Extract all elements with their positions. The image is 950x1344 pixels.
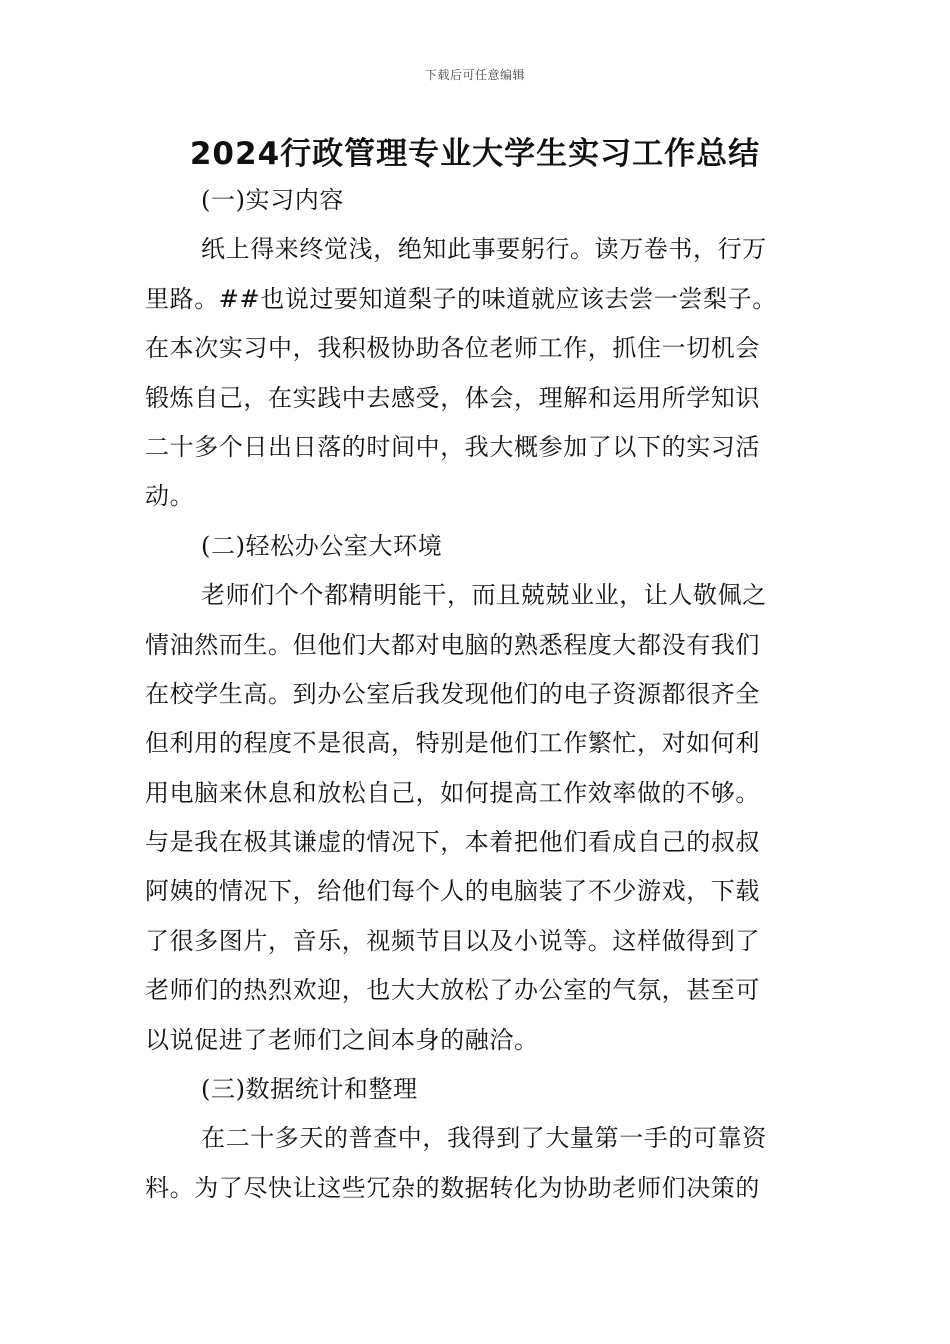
paragraph-line: 阿姨的情况下，给他们每个人的电脑装了不少游戏，下载 xyxy=(145,877,760,906)
paragraph-line: 二十多个日出日落的时间中，我大概参加了以下的实习活 xyxy=(145,432,760,461)
document-body xyxy=(145,176,807,1213)
paragraph-line: 用电脑来休息和放松自己，如何提高工作效率做的不够。 xyxy=(145,778,760,807)
paragraph-line: 动。 xyxy=(145,482,195,511)
header-note: 下载后可任意编辑 xyxy=(424,68,525,82)
paragraph-line: 老师们的热烈欢迎，也大大放松了办公室的气氛，甚至可 xyxy=(145,976,760,1005)
paragraph-line: 里路。##也说过要知道梨子的味道就应该去尝一尝梨子。 xyxy=(145,284,777,313)
paragraph-line: 情油然而生。但他们大都对电脑的熟悉程度大都没有我们 xyxy=(145,630,760,659)
section-heading-2: (二)轻松办公室大环境 xyxy=(201,531,443,560)
paragraph-line: 以说促进了老师们之间本身的融洽。 xyxy=(145,1025,539,1054)
paragraph-line: 料。为了尽快让这些冗杂的数据转化为协助老师们决策的 xyxy=(145,1173,760,1202)
section-heading-1: (一)实习内容 xyxy=(201,186,344,214)
paragraph-line: 纸上得来终觉浅，绝知此事要躬行。读万卷书，行万 xyxy=(201,235,767,264)
paragraph-line: 老师们个个都精明能干，而且兢兢业业，让人敬佩之 xyxy=(201,581,767,610)
section-heading-3: (三)数据统计和整理 xyxy=(201,1075,418,1104)
paragraph-line: 在本次实习中，我积极协助各位老师工作，抓住一切机会 xyxy=(145,334,760,363)
paragraph-line: 在二十多天的普查中，我得到了大量第一手的可靠资 xyxy=(201,1124,767,1153)
paragraph-line: 锻炼自己，在实践中去感受，体会，理解和运用所学知识 xyxy=(145,383,760,412)
paragraph-line: 了很多图片，音乐，视频节目以及小说等。这样做得到了 xyxy=(145,926,760,955)
paragraph-line: 与是我在极其谦虚的情况下，本着把他们看成自己的叔叔 xyxy=(145,828,760,857)
document-title: 2024行政管理专业大学生实习工作总结 xyxy=(189,136,761,172)
paragraph-line: 但利用的程度不是很高，特别是他们工作繁忙，对如何利 xyxy=(145,729,760,758)
paragraph-line: 在校学生高。到办公室后我发现他们的电子资源都很齐全 xyxy=(145,679,760,708)
